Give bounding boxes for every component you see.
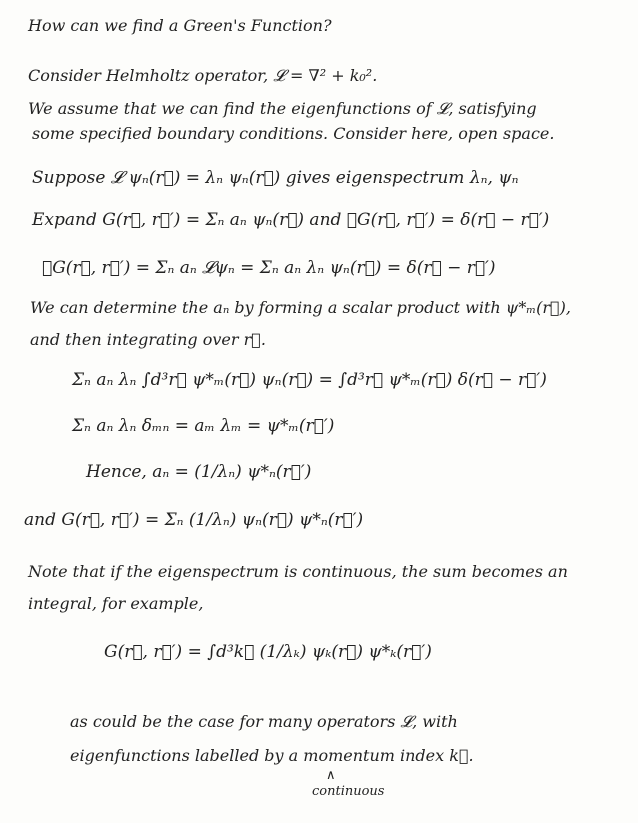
note-line-helmholtz: Consider Helmholtz operator, 𝓛 = ∇² + k₀². <box>28 66 378 85</box>
note-line-suppose: Suppose 𝓛 ψₙ(r⃗) = λₙ ψₙ(r⃗) gives eigenspectrum λₙ, ψₙ <box>32 168 519 188</box>
note-line-continuous: Note that if the eigenspectrum is continuous, the sum becomes an <box>28 562 568 581</box>
insertion-caret: ∧ <box>326 768 336 783</box>
note-equation-scalar-product: Σₙ aₙ λₙ ∫d³r⃗ ψ*ₘ(r⃗) ψₙ(r⃗) = ∫d³r⃗ ψ*ₘ(r⃗) δ(r⃗ − r⃗′) <box>72 370 547 390</box>
note-line-expand: Expand G(r⃗, r⃗′) = Σₙ aₙ ψₙ(r⃗) and 𝓛G(r⃗, r⃗′) = δ(r⃗ − r⃗′) <box>32 210 550 230</box>
note-line-operators: as could be the case for many operators 𝓛, with <box>70 712 458 731</box>
note-insert-continuous: continuous <box>312 784 385 799</box>
note-equation-lg: 𝓛G(r⃗, r⃗′) = Σₙ aₙ 𝓛ψₙ = Σₙ aₙ λₙ ψₙ(r⃗) = δ(r⃗ − r⃗′) <box>42 258 496 278</box>
note-equation-green-integral: G(r⃗, r⃗′) = ∫d³k⃗ (1/λₖ) ψₖ(r⃗) ψ*ₖ(r⃗′) <box>104 642 432 662</box>
note-line-integral: integral, for example, <box>28 594 204 613</box>
note-heading: How can we find a Green's Function? <box>28 16 332 35</box>
note-equation-kronecker: Σₙ aₙ λₙ δₘₙ = aₘ λₘ = ψ*ₘ(r⃗′) <box>72 416 335 436</box>
note-line-determine: We can determine the aₙ by forming a scalar product with ψ*ₘ(r⃗), <box>30 298 571 317</box>
note-line-boundary: some specified boundary conditions. Consider here, open space. <box>32 124 555 143</box>
note-equation-hence: Hence, aₙ = (1/λₙ) ψ*ₙ(r⃗′) <box>86 462 312 482</box>
note-line-assume: We assume that we can find the eigenfunctions of 𝓛, satisfying <box>28 99 537 118</box>
note-line-integrating: and then integrating over r⃗. <box>30 330 266 349</box>
note-line-eigenfunctions: eigenfunctions labelled by a momentum index k⃗. <box>70 746 474 765</box>
note-equation-green-sum: and G(r⃗, r⃗′) = Σₙ (1/λₙ) ψₙ(r⃗) ψ*ₙ(r⃗′) <box>24 510 364 530</box>
